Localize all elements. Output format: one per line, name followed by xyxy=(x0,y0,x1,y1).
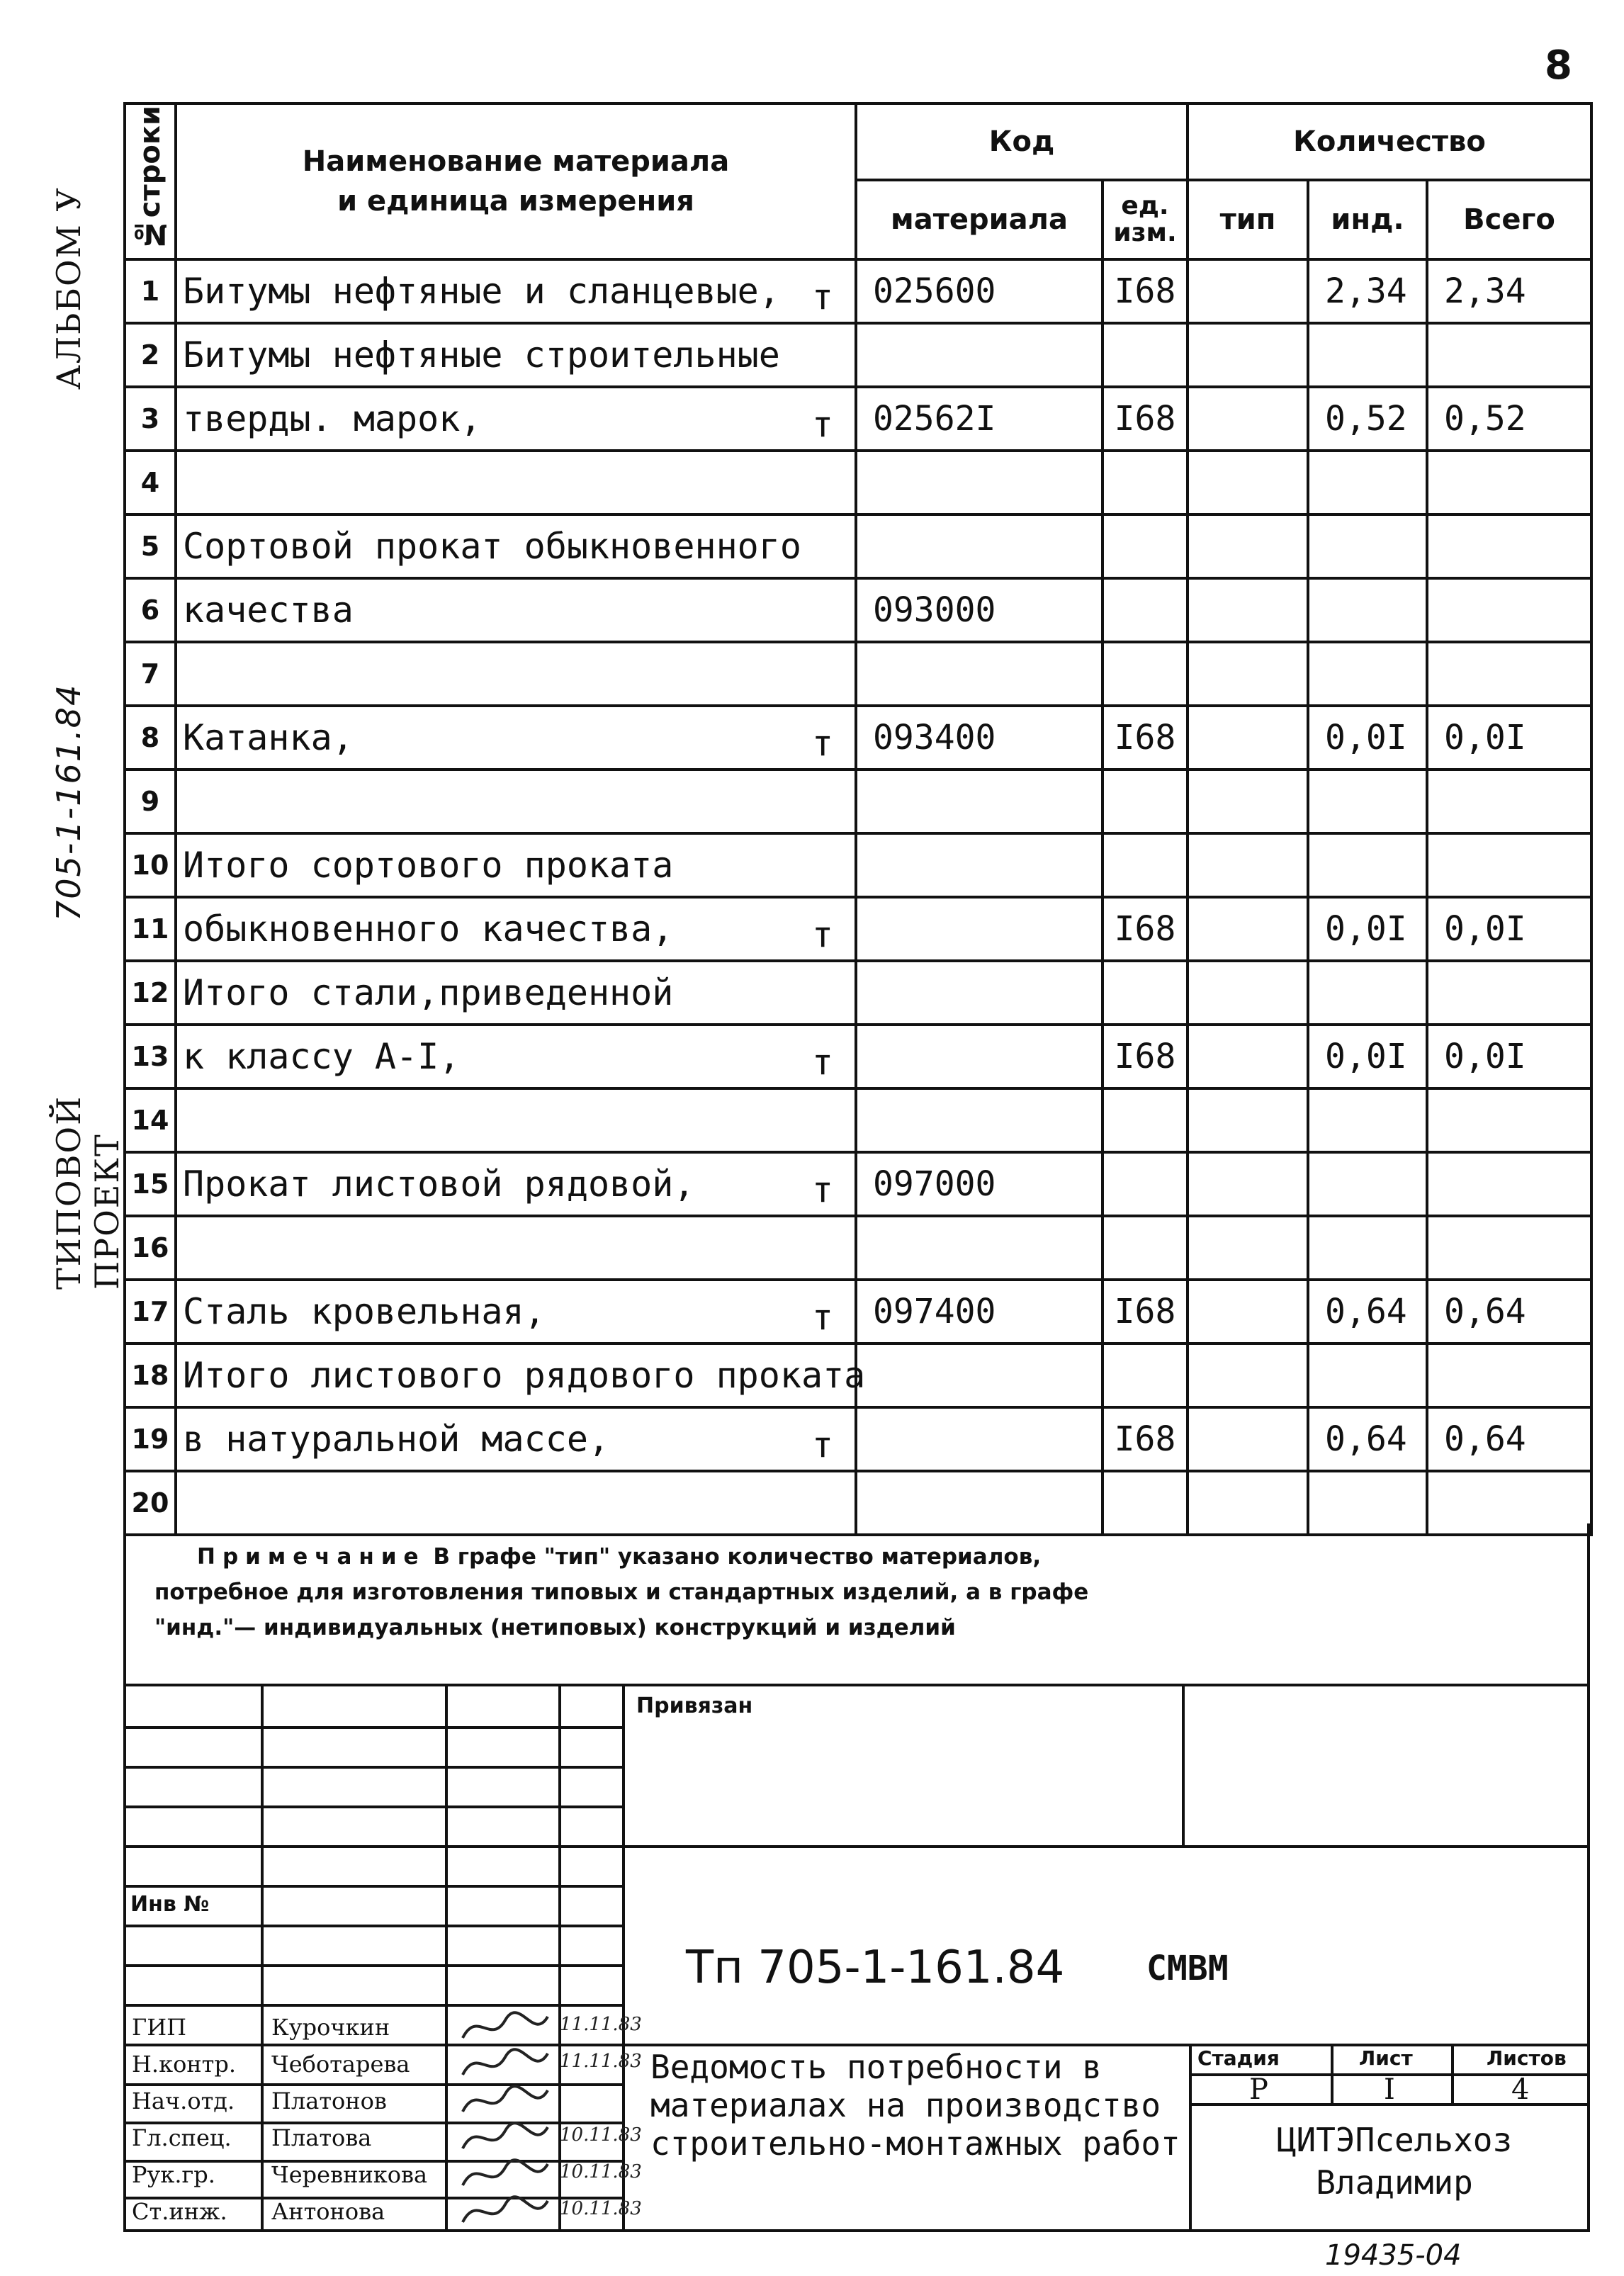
unit-code: I68 xyxy=(1103,1280,1188,1343)
section-code: СМВМ xyxy=(1146,1949,1229,1988)
quantity-typ xyxy=(1188,1407,1308,1471)
signature-mark xyxy=(459,2157,551,2199)
quantity-ind xyxy=(1308,1343,1427,1407)
header-row-number: №строки xyxy=(125,103,176,259)
sheets-value: 4 xyxy=(1511,2073,1530,2106)
quantity-total xyxy=(1427,642,1591,706)
material-name: Прокат листовой рядовой, т xyxy=(176,1152,856,1216)
table-row xyxy=(125,1343,1591,1407)
quantity-typ xyxy=(1188,451,1308,514)
material-unit: т xyxy=(811,1169,833,1210)
signer-role: ГИП xyxy=(132,2014,186,2041)
quantity-typ xyxy=(1188,1025,1308,1088)
quantity-total xyxy=(1427,770,1591,833)
header-material: материала xyxy=(856,180,1103,259)
table-row xyxy=(125,833,1591,897)
table-row xyxy=(125,259,1591,323)
header-total: Всего xyxy=(1427,180,1591,259)
note-lead: Примечание xyxy=(197,1544,426,1570)
material-name xyxy=(176,642,856,706)
material-name xyxy=(176,770,856,833)
signature-mark xyxy=(459,2083,551,2126)
material-unit: т xyxy=(811,276,833,317)
quantity-total xyxy=(1427,1343,1591,1407)
signer-role: Рук.гр. xyxy=(132,2161,215,2188)
material-name xyxy=(176,451,856,514)
quantity-ind xyxy=(1308,1152,1427,1216)
unit-code: I68 xyxy=(1103,259,1188,323)
row-number: 3 xyxy=(125,387,176,451)
signer-name: Чеботарева xyxy=(271,2051,410,2078)
quantity-ind: 0,64 xyxy=(1308,1280,1427,1343)
material-code xyxy=(856,323,1103,387)
signer-role: Н.контр. xyxy=(132,2051,237,2078)
signature-mark xyxy=(459,2010,551,2052)
quantity-total: 0,0I xyxy=(1427,1025,1591,1088)
material-code xyxy=(856,1407,1103,1471)
signer-role: Нач.отд. xyxy=(132,2088,235,2114)
quantity-typ xyxy=(1188,642,1308,706)
row-number: 5 xyxy=(125,514,176,578)
quantity-typ xyxy=(1188,1088,1308,1152)
material-unit: т xyxy=(811,914,833,955)
signer-name: Платонов xyxy=(271,2088,387,2114)
quantity-total: 0,0I xyxy=(1427,706,1591,770)
unit-code xyxy=(1103,961,1188,1025)
material-code: 093000 xyxy=(856,578,1103,642)
material-code: 025600 xyxy=(856,259,1103,323)
material-code xyxy=(856,642,1103,706)
quantity-total: 0,52 xyxy=(1427,387,1591,451)
unit-code xyxy=(1103,1088,1188,1152)
material-code xyxy=(856,451,1103,514)
unit-code: I68 xyxy=(1103,706,1188,770)
table-row xyxy=(125,1216,1591,1280)
table-row xyxy=(125,1025,1591,1088)
row-number: 15 xyxy=(125,1152,176,1216)
row-number: 20 xyxy=(125,1471,176,1535)
material-code: 02562I xyxy=(856,387,1103,451)
quantity-typ xyxy=(1188,961,1308,1025)
unit-code xyxy=(1103,323,1188,387)
note-text: В графе "тип" указано количество материалов, потребное для изготовления типовых и стандартных изделий, а в графе "инд."— индивидуальных (нетиповых) конструкций и изделий xyxy=(154,1544,1089,1640)
signature-mark xyxy=(459,2120,551,2163)
quantity-ind xyxy=(1308,770,1427,833)
quantity-typ xyxy=(1188,770,1308,833)
quantity-total: 0,0I xyxy=(1427,897,1591,961)
header-ind: инд. xyxy=(1308,180,1427,259)
material-name: Битумы нефтяные строительные xyxy=(176,323,856,387)
quantity-total xyxy=(1427,1088,1591,1152)
inv-number-label: Инв № xyxy=(130,1892,210,1917)
table-row xyxy=(125,897,1591,961)
header-unit: ед. изм. xyxy=(1103,180,1188,259)
title-block xyxy=(123,1686,1590,2232)
row-number: 1 xyxy=(125,259,176,323)
table-row xyxy=(125,770,1591,833)
material-code xyxy=(856,1025,1103,1088)
row-number: 13 xyxy=(125,1025,176,1088)
material-code xyxy=(856,961,1103,1025)
material-name xyxy=(176,1088,856,1152)
table-row xyxy=(125,706,1591,770)
quantity-typ xyxy=(1188,1343,1308,1407)
quantity-typ xyxy=(1188,578,1308,642)
unit-code xyxy=(1103,770,1188,833)
quantity-total xyxy=(1427,578,1591,642)
quantity-typ xyxy=(1188,897,1308,961)
quantity-ind xyxy=(1308,961,1427,1025)
unit-code xyxy=(1103,833,1188,897)
unit-code xyxy=(1103,642,1188,706)
table-row xyxy=(125,1407,1591,1471)
table-row xyxy=(125,323,1591,387)
row-number: 9 xyxy=(125,770,176,833)
row-number: 11 xyxy=(125,897,176,961)
row-number: 18 xyxy=(125,1343,176,1407)
material-name: Битумы нефтяные и сланцевые, т xyxy=(176,259,856,323)
material-unit: т xyxy=(811,1297,833,1338)
row-number: 10 xyxy=(125,833,176,897)
material-code xyxy=(856,514,1103,578)
material-code xyxy=(856,833,1103,897)
material-unit: т xyxy=(811,1424,833,1465)
row-number: 14 xyxy=(125,1088,176,1152)
quantity-typ xyxy=(1188,833,1308,897)
unit-code xyxy=(1103,578,1188,642)
quantity-typ xyxy=(1188,706,1308,770)
table-row xyxy=(125,1152,1591,1216)
row-number: 19 xyxy=(125,1407,176,1471)
footer-number: 19435-04 xyxy=(1325,2239,1462,2272)
document-title: Ведомость потребности в материалах на производство строительно-монтажных работ xyxy=(650,2048,1180,2163)
signer-date: 10.11.83 xyxy=(560,2124,642,2146)
table-row xyxy=(125,387,1591,451)
header-code: Код xyxy=(856,103,1188,180)
signer-date: 10.11.83 xyxy=(560,2198,642,2219)
row-number: 6 xyxy=(125,578,176,642)
quantity-typ xyxy=(1188,1152,1308,1216)
quantity-typ xyxy=(1188,514,1308,578)
material-code xyxy=(856,770,1103,833)
row-number: 7 xyxy=(125,642,176,706)
material-name: к классу А-I, т xyxy=(176,1025,856,1088)
quantity-ind: 0,0I xyxy=(1308,706,1427,770)
signer-date: 11.11.83 xyxy=(560,2014,642,2035)
material-unit: т xyxy=(811,723,833,764)
quantity-total xyxy=(1427,833,1591,897)
quantity-total xyxy=(1427,1152,1591,1216)
stage-value: Р xyxy=(1249,2073,1268,2106)
unit-code xyxy=(1103,1343,1188,1407)
material-name: качества xyxy=(176,578,856,642)
unit-code: I68 xyxy=(1103,387,1188,451)
material-code xyxy=(856,897,1103,961)
quantity-ind: 0,64 xyxy=(1308,1407,1427,1471)
quantity-total: 0,64 xyxy=(1427,1280,1591,1343)
signer-name: Платова xyxy=(271,2124,372,2151)
quantity-ind xyxy=(1308,642,1427,706)
quantity-ind: 0,0I xyxy=(1308,897,1427,961)
quantity-ind xyxy=(1308,833,1427,897)
quantity-ind xyxy=(1308,323,1427,387)
header-quantity: Количество xyxy=(1188,103,1591,180)
project-label: ТИПОВОЙ ПРОЕКТ xyxy=(50,1095,126,1290)
quantity-ind xyxy=(1308,514,1427,578)
table-row xyxy=(125,578,1591,642)
sheet-label: Лист xyxy=(1359,2046,1413,2070)
unit-code xyxy=(1103,451,1188,514)
quantity-total xyxy=(1427,323,1591,387)
material-code xyxy=(856,1088,1103,1152)
row-number: 17 xyxy=(125,1280,176,1343)
row-number: 16 xyxy=(125,1216,176,1280)
material-name: Катанка, т xyxy=(176,706,856,770)
quantity-ind xyxy=(1308,1216,1427,1280)
quantity-total xyxy=(1427,451,1591,514)
sheets-label: Листов xyxy=(1487,2046,1567,2070)
quantity-typ xyxy=(1188,323,1308,387)
sheet-value: I xyxy=(1384,2073,1395,2106)
table-row xyxy=(125,961,1591,1025)
row-number: 8 xyxy=(125,706,176,770)
unit-code: I68 xyxy=(1103,897,1188,961)
quantity-total xyxy=(1427,514,1591,578)
unit-code xyxy=(1103,514,1188,578)
material-unit: т xyxy=(811,404,833,445)
signer-name: Курочкин xyxy=(271,2014,390,2041)
signer-date: 10.11.83 xyxy=(560,2161,642,2182)
table-row xyxy=(125,642,1591,706)
document-code: Тп 705-1-161.84 xyxy=(686,1942,1065,1994)
material-code xyxy=(856,1216,1103,1280)
quantity-ind xyxy=(1308,578,1427,642)
materials-table xyxy=(123,102,1593,1536)
quantity-ind xyxy=(1308,451,1427,514)
material-code: 093400 xyxy=(856,706,1103,770)
material-name: Сталь кровельная, т xyxy=(176,1280,856,1343)
unit-code xyxy=(1103,1152,1188,1216)
material-name: обыкновенного качества, т xyxy=(176,897,856,961)
page-number: 8 xyxy=(1545,43,1572,89)
material-name xyxy=(176,1216,856,1280)
signer-name: Черевникова xyxy=(271,2161,428,2188)
material-name: Итого листового рядового проката xyxy=(176,1343,856,1407)
material-code xyxy=(856,1343,1103,1407)
table-row xyxy=(125,514,1591,578)
stage-label: Стадия xyxy=(1197,2046,1280,2070)
quantity-ind: 0,0I xyxy=(1308,1025,1427,1088)
row-number: 4 xyxy=(125,451,176,514)
header-name: Наименование материала и единица измерения xyxy=(176,103,856,259)
quantity-typ xyxy=(1188,259,1308,323)
quantity-typ xyxy=(1188,1280,1308,1343)
quantity-total xyxy=(1427,961,1591,1025)
table-row xyxy=(125,1280,1591,1343)
signature-mark xyxy=(459,2046,551,2089)
album-label: АЛЬБОМ У xyxy=(50,186,88,390)
material-name: Итого сортового проката xyxy=(176,833,856,897)
unit-code: I68 xyxy=(1103,1407,1188,1471)
unit-code: I68 xyxy=(1103,1025,1188,1088)
material-code: 097000 xyxy=(856,1152,1103,1216)
signer-name: Антонова xyxy=(271,2198,385,2225)
organization: ЦИТЭПсельхоз Владимир xyxy=(1276,2121,1513,2202)
material-name: в натуральной массе, т xyxy=(176,1407,856,1471)
note-block xyxy=(123,1523,1590,1686)
header-typ: тип xyxy=(1188,180,1308,259)
quantity-typ xyxy=(1188,387,1308,451)
material-code: 097400 xyxy=(856,1280,1103,1343)
quantity-ind: 0,52 xyxy=(1308,387,1427,451)
quantity-ind xyxy=(1308,1088,1427,1152)
table-row xyxy=(125,451,1591,514)
quantity-total xyxy=(1427,1216,1591,1280)
material-name: Итого стали,приведенной xyxy=(176,961,856,1025)
material-unit: т xyxy=(811,1042,833,1083)
quantity-ind: 2,34 xyxy=(1308,259,1427,323)
signer-role: Ст.инж. xyxy=(132,2198,227,2225)
privyazan-label: Привязан xyxy=(636,1694,753,1718)
row-number: 12 xyxy=(125,961,176,1025)
material-name: тверды. марок, т xyxy=(176,387,856,451)
quantity-typ xyxy=(1188,1216,1308,1280)
signature-mark xyxy=(459,2194,551,2236)
material-name: Сортовой прокат обыкновенного xyxy=(176,514,856,578)
signer-role: Гл.спец. xyxy=(132,2124,232,2151)
table-row xyxy=(125,1088,1591,1152)
row-number: 2 xyxy=(125,323,176,387)
quantity-total: 0,64 xyxy=(1427,1407,1591,1471)
project-code-label: 705-1-161.84 xyxy=(50,683,88,921)
unit-code xyxy=(1103,1216,1188,1280)
quantity-total: 2,34 xyxy=(1427,259,1591,323)
signer-date: 11.11.83 xyxy=(560,2051,642,2072)
